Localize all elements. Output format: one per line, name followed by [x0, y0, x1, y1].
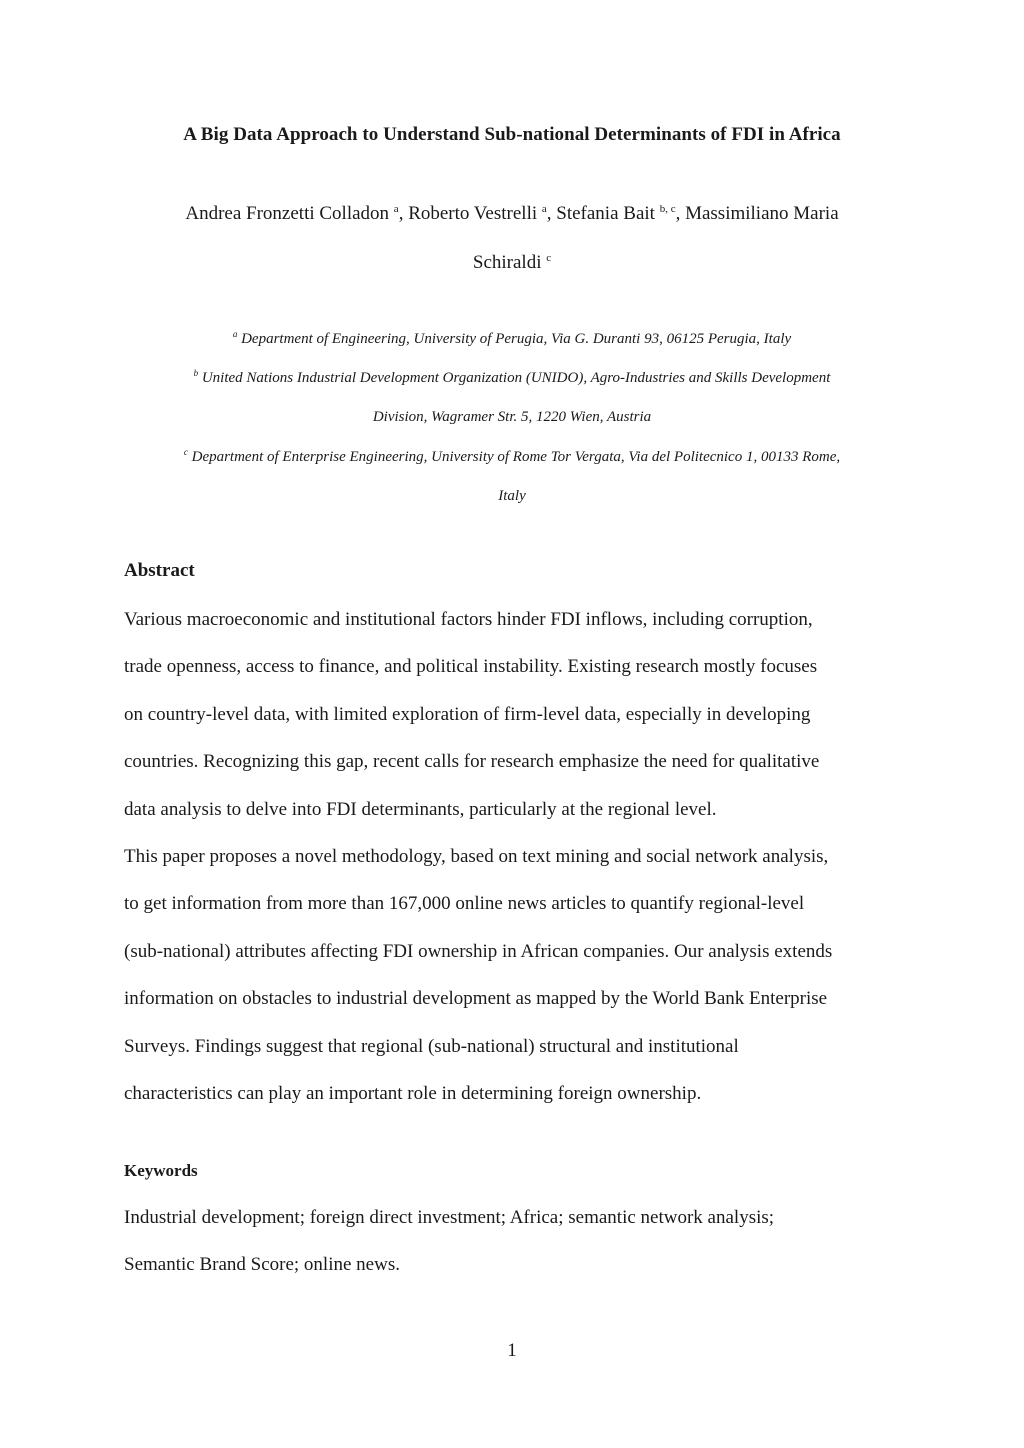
keywords-body	[124, 1204, 774, 1298]
affiliation-text: Department of Engineering, University of Perugia, Via G. Duranti 93, 06125 Perugia, Italy	[237, 331, 792, 347]
affiliation-marker: a	[541, 203, 547, 215]
affiliation-c-continued	[0, 488, 1024, 505]
affiliation-mark: a	[232, 329, 238, 339]
abstract-line: Surveys. Findings suggest that regional (sub-national) structural and institutional	[124, 1035, 739, 1057]
abstract-line: data analysis to delve into FDI determinants, particularly at the regional level.	[124, 798, 717, 820]
keywords-heading: Keywords	[124, 1161, 198, 1180]
author-name: , Massimiliano Maria	[675, 203, 839, 224]
abstract-line: characteristics can play an important role in determining foreign ownership.	[124, 1082, 702, 1104]
abstract-line: Various macroeconomic and institutional factors hinder FDI inflows, including corruption,	[124, 609, 813, 630]
abstract-line: information on obstacles to industrial development as mapped by the World Bank Enterprise	[124, 988, 828, 1010]
affiliation-c	[0, 449, 1024, 466]
affiliation-text: Department of Enterprise Engineering, University of Rome Tor Vergata, Via del Politecnico 1, 00133 Rome,	[187, 449, 841, 465]
author-name: , Stefania Bait	[546, 203, 660, 224]
keywords-line: Semantic Brand Score; online news.	[124, 1254, 400, 1275]
abstract-line: (sub-national) attributes affecting FDI ownership in African companies. Our analysis extends	[124, 940, 833, 962]
abstract-line: to get information from more than 167,000 online news articles to quantify regional-level	[124, 893, 805, 915]
affiliation-marker: c	[546, 252, 552, 264]
author-name: Andrea Fronzetti Colladon	[185, 203, 394, 224]
affiliation-a	[0, 331, 1024, 348]
author-list-continued	[0, 252, 1024, 274]
abstract-line: on country-level data, with limited exploration of firm-level data, especially in developing	[124, 703, 811, 725]
affiliation-marker: b, c	[659, 203, 676, 215]
abstract-body	[124, 606, 904, 1127]
author-list	[0, 203, 1024, 225]
abstract-line: countries. Recognizing this gap, recent calls for research emphasize the need for qualitative	[124, 751, 820, 773]
author-name: Schiraldi	[472, 252, 547, 273]
affiliation-text: Italy	[498, 488, 526, 504]
author-name: , Roberto Vestrelli	[398, 203, 542, 224]
affiliation-mark: c	[183, 447, 188, 457]
affiliation-marker: a	[393, 203, 399, 215]
abstract-line: This paper proposes a novel methodology, based on text mining and social network analysis,	[124, 845, 829, 867]
affiliation-b	[0, 370, 1024, 387]
affiliation-mark: b	[193, 368, 199, 378]
abstract-heading: Abstract	[124, 560, 195, 581]
affiliation-text: Division, Wagramer Str. 5, 1220 Wien, Austria	[372, 409, 652, 425]
page-number: 1	[507, 1340, 517, 1361]
paper-title: A Big Data Approach to Understand Sub-national Determinants of FDI in Africa	[183, 124, 841, 145]
affiliation-b-continued	[0, 409, 1024, 426]
abstract-line: trade openness, access to finance, and political instability. Existing research mostly focuses	[124, 656, 818, 678]
affiliation-text: United Nations Industrial Development Organization (UNIDO), Agro-Industries and Skills Development	[198, 370, 831, 386]
keywords-line: Industrial development; foreign direct investment; Africa; semantic network analysis;	[124, 1207, 775, 1228]
